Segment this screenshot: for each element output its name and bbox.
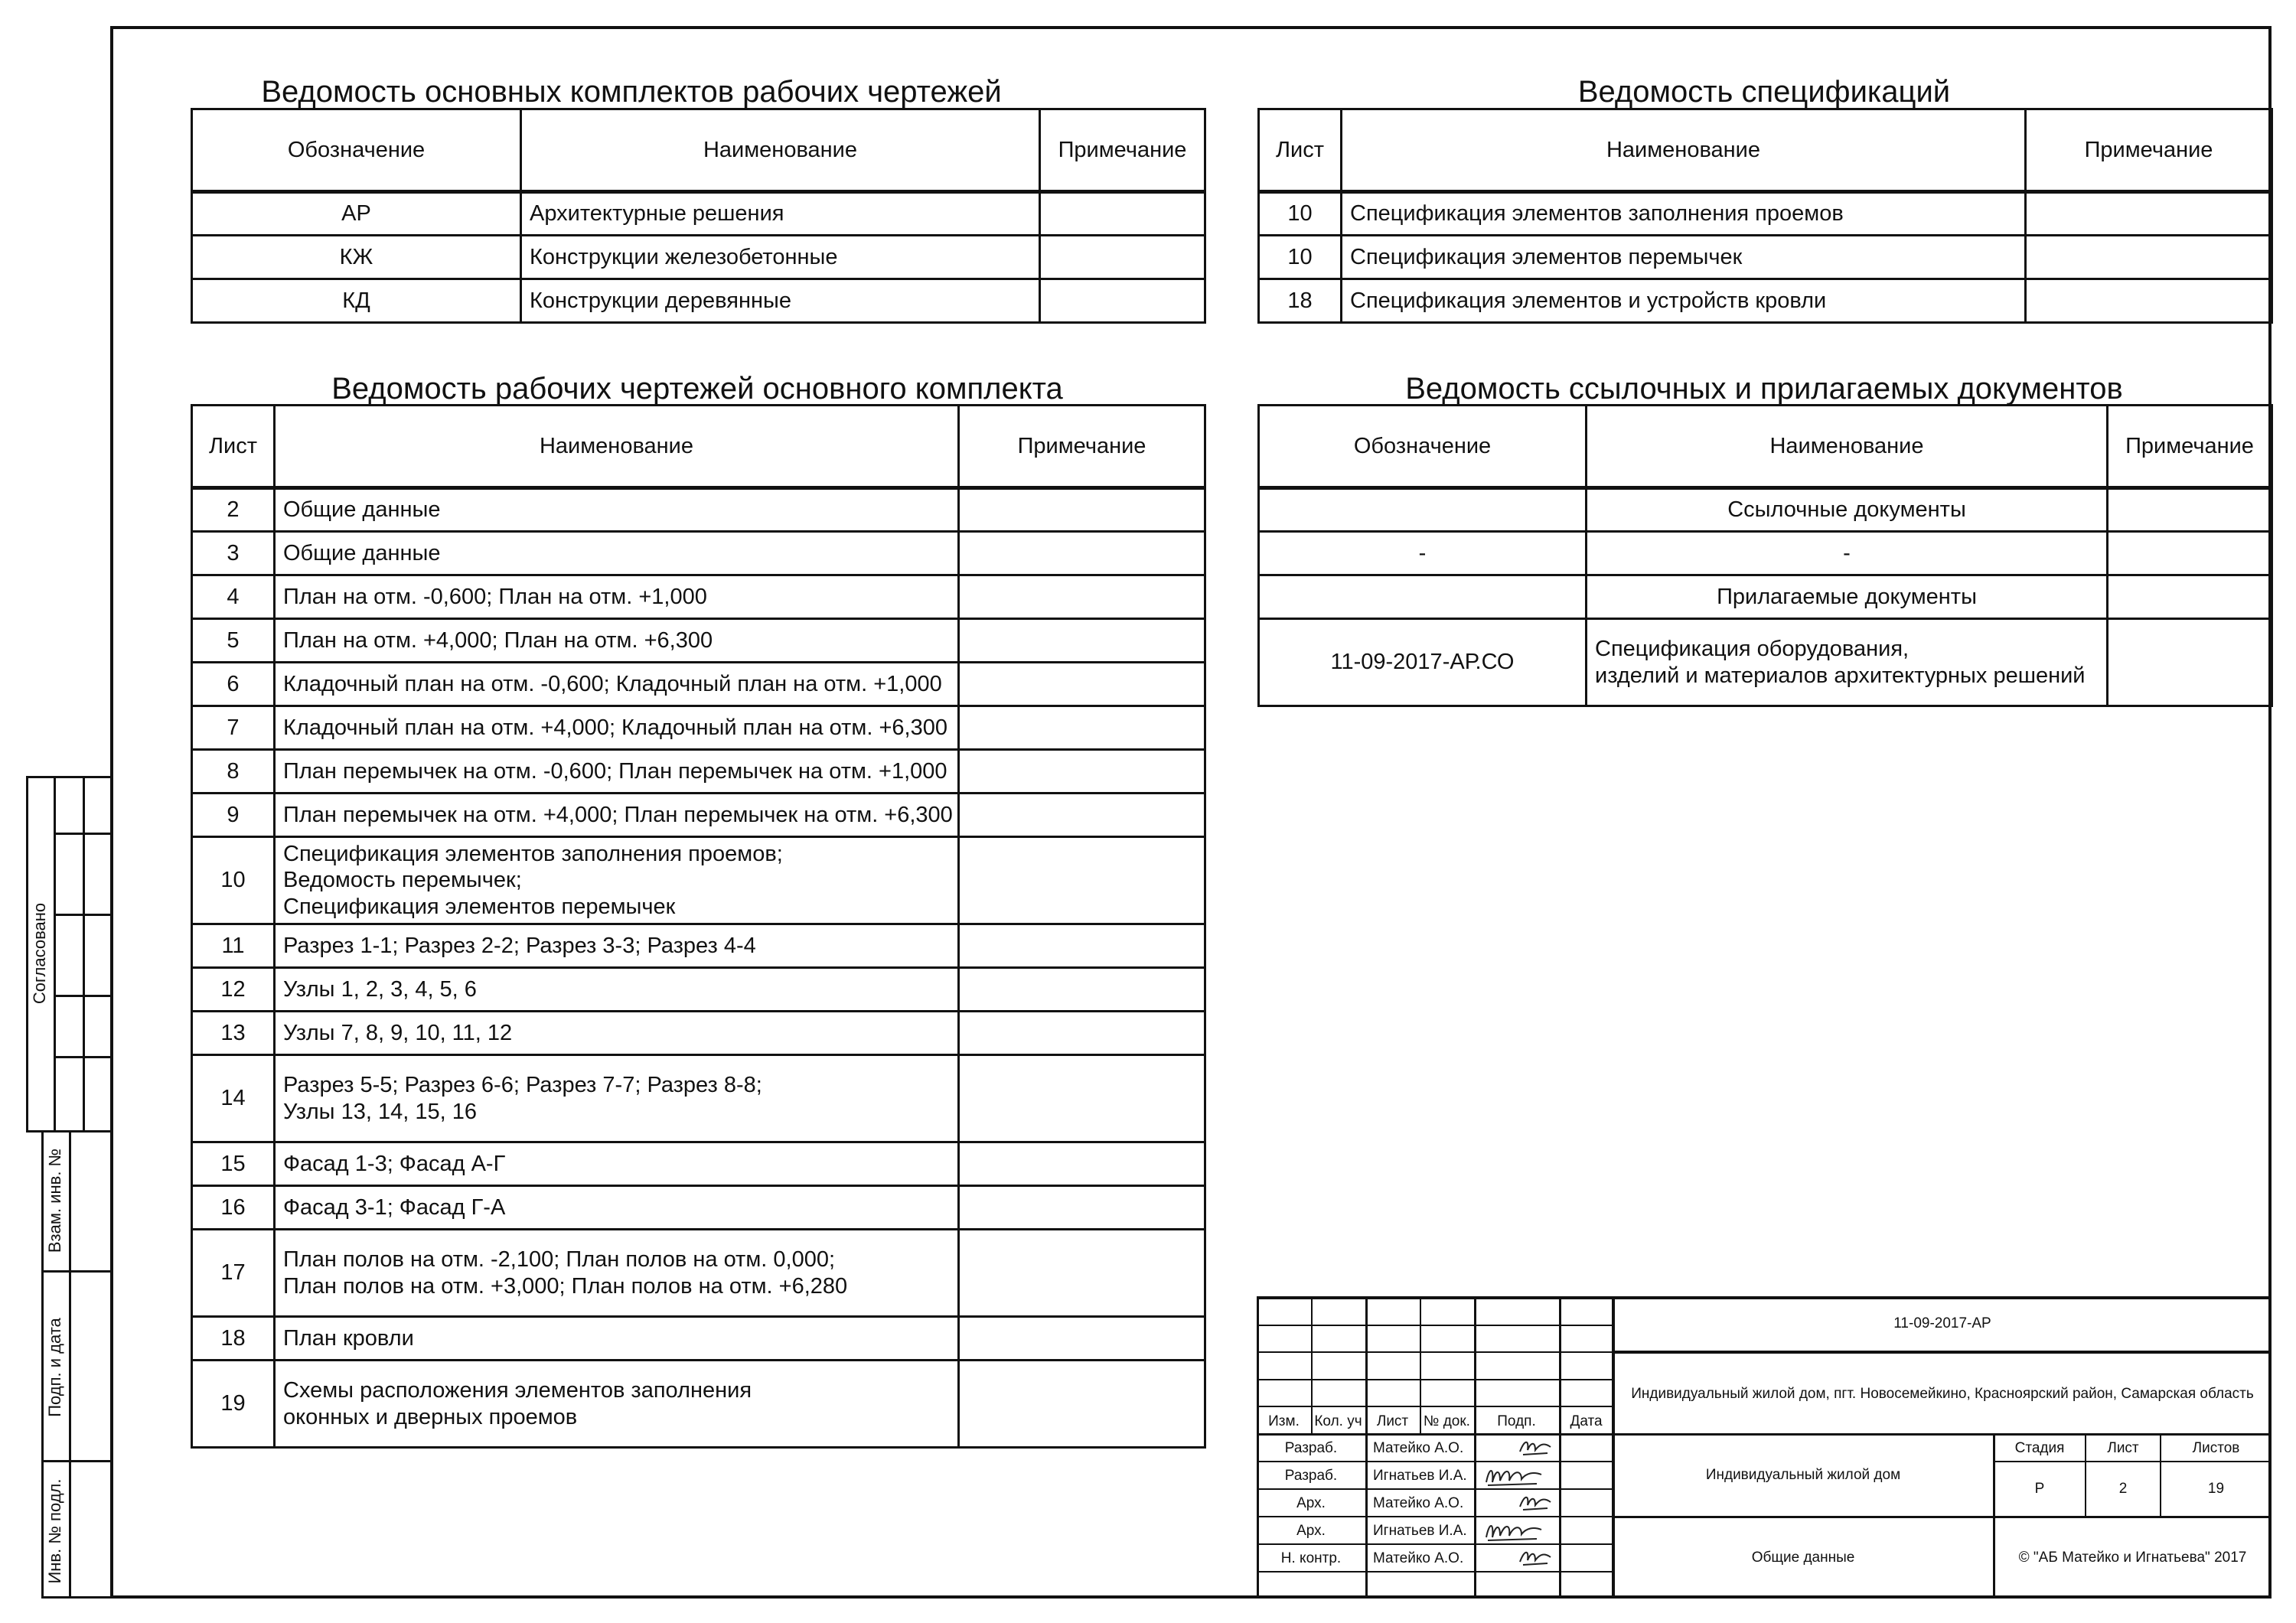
- ref-note: [2108, 619, 2272, 706]
- drawing-note: [959, 1142, 1205, 1186]
- drawing-name: Кладочный план на отм. +4,000; Кладочный план на отм. +6,300: [275, 706, 959, 750]
- column-header: Наименование: [1587, 406, 2108, 488]
- table-row: [192, 236, 1205, 279]
- table-row: [192, 794, 1205, 837]
- drawing-note: [959, 575, 1205, 619]
- table-row: [192, 837, 1205, 924]
- drawing-name: План перемычек на отм. +4,000; План перемычек на отм. +6,300: [275, 794, 959, 837]
- staff-role: Арх.: [1296, 1523, 1326, 1539]
- table-row: [192, 968, 1205, 1012]
- signature-icon: [1483, 1517, 1544, 1543]
- drawing-sheet: 6: [192, 663, 275, 706]
- staff-name: Игнатьев И.А.: [1373, 1468, 1467, 1484]
- set-name: Конструкции деревянные: [521, 279, 1040, 323]
- col-header-sign: Подп.: [1497, 1413, 1536, 1429]
- stamp-line: [69, 1130, 71, 1599]
- ref-note: [2108, 532, 2272, 575]
- table-row: [192, 1012, 1205, 1055]
- column-header: Наименование: [275, 406, 959, 488]
- main-sets-title: Ведомость основных комплектов рабочих чертежей: [261, 75, 1002, 109]
- drawing-name: Фасад 3-1; Фасад Г-А: [275, 1186, 959, 1230]
- stamp-line: [83, 776, 85, 1133]
- set-code: КЖ: [192, 236, 521, 279]
- spec-name: Спецификация элементов перемычек: [1342, 236, 2026, 279]
- drawing-sheet: 15: [192, 1142, 275, 1186]
- staff-role: Н. контр.: [1280, 1550, 1342, 1566]
- table-row: [1259, 279, 2272, 323]
- sign-date-label: Подп. и дата: [45, 1318, 64, 1417]
- drawing-note: [959, 837, 1205, 924]
- ref-code: 11-09-2017-АР.СО: [1259, 619, 1587, 706]
- specs-title: Ведомость спецификаций: [1577, 75, 1951, 109]
- drawing-note: [959, 924, 1205, 968]
- table-row: [192, 706, 1205, 750]
- set-name: Архитектурные решения: [521, 192, 1040, 236]
- specs-table: [1257, 108, 2273, 324]
- staff-role: Разраб.: [1284, 1468, 1338, 1484]
- set-note: [1040, 192, 1205, 236]
- project-name: Индивидуальный жилой дом, пгт. Новосемейкино, Красноярский район, Самарская область: [1631, 1386, 2254, 1402]
- column-header: Примечание: [959, 406, 1205, 488]
- drawing-sheet: 11: [192, 924, 275, 968]
- drawing-sheet: 8: [192, 750, 275, 794]
- table-row: [1259, 619, 2272, 706]
- spec-name: Спецификация элементов и устройств кровли: [1342, 279, 2026, 323]
- drawing-sheet: 17: [192, 1230, 275, 1317]
- drawing-note: [959, 1361, 1205, 1448]
- drawing-sheet: 10: [192, 837, 275, 924]
- signature-icon: [1483, 1462, 1544, 1488]
- column-header: Обозначение: [192, 109, 521, 192]
- col-header-doc: № док.: [1424, 1413, 1470, 1429]
- inv-orig-label: Инв. № подл.: [45, 1478, 64, 1584]
- stage-value: Р: [2034, 1481, 2045, 1497]
- title-block: [1257, 1296, 2272, 1599]
- drawing-sheet: 3: [192, 532, 275, 575]
- ref-note: [2108, 575, 2272, 619]
- table-row: [192, 924, 1205, 968]
- doc-code: 11-09-2017-АР: [1893, 1315, 1991, 1331]
- drawing-name: Фасад 1-3; Фасад А-Г: [275, 1142, 959, 1186]
- refs-table: [1257, 404, 2273, 707]
- spec-name: Спецификация элементов заполнения проемов: [1342, 192, 2026, 236]
- column-header: Обозначение: [1259, 406, 1587, 488]
- column-header: Примечание: [1040, 109, 1205, 192]
- drawing-name: Спецификация элементов заполнения проемов; Ведомость перемычек; Спецификация элементов перемычек: [275, 837, 959, 924]
- table-row: [192, 1230, 1205, 1317]
- drawing-sheet: 14: [192, 1055, 275, 1142]
- column-header: Лист: [1259, 109, 1342, 192]
- set-note: [1040, 279, 1205, 323]
- table-row: [192, 575, 1205, 619]
- company-name: © "АБ Матейко и Игнатьева" 2017: [2018, 1550, 2247, 1566]
- signature-icon: [1517, 1491, 1555, 1514]
- drawing-name: Узлы 1, 2, 3, 4, 5, 6: [275, 968, 959, 1012]
- table-row: [192, 192, 1205, 236]
- table-row: [1259, 192, 2272, 236]
- stamp-line: [54, 1056, 113, 1058]
- table-row: [192, 532, 1205, 575]
- drawing-note: [959, 1317, 1205, 1361]
- stage-label: Стадия: [2014, 1440, 2065, 1456]
- drawing-sheet: 4: [192, 575, 275, 619]
- sheet-value: 2: [2118, 1481, 2128, 1497]
- drawing-note: [959, 619, 1205, 663]
- column-header: Наименование: [521, 109, 1040, 192]
- table-row: [192, 279, 1205, 323]
- drawing-name: Общие данные: [275, 488, 959, 532]
- sheet-label: Лист: [2107, 1440, 2139, 1456]
- set-code: КД: [192, 279, 521, 323]
- drawing-note: [959, 706, 1205, 750]
- staff-name: Матейко А.О.: [1373, 1440, 1464, 1456]
- column-header: Наименование: [1342, 109, 2026, 192]
- ref-name: -: [1587, 532, 2108, 575]
- sheets-label: Листов: [2192, 1440, 2240, 1456]
- spec-sheet: 18: [1259, 279, 1342, 323]
- drawing-name: Узлы 7, 8, 9, 10, 11, 12: [275, 1012, 959, 1055]
- table-row: [192, 1317, 1205, 1361]
- table-row: [192, 1142, 1205, 1186]
- drawing-note: [959, 488, 1205, 532]
- table-row: [192, 663, 1205, 706]
- stamp-line: [54, 995, 113, 997]
- spec-sheet: 10: [1259, 192, 1342, 236]
- stamp-line: [54, 833, 113, 835]
- ref-code: -: [1259, 532, 1587, 575]
- column-header: Лист: [192, 406, 275, 488]
- ref-name: Ссылочные документы: [1587, 488, 2108, 532]
- column-header: Примечание: [2108, 406, 2272, 488]
- drawing-name: Кладочный план на отм. -0,600; Кладочный план на отм. +1,000: [275, 663, 959, 706]
- ref-name: Спецификация оборудования, изделий и материалов архитектурных решений: [1587, 619, 2108, 706]
- ref-name: Прилагаемые документы: [1587, 575, 2108, 619]
- col-header-list: Лист: [1376, 1413, 1409, 1429]
- sheet-title: Общие данные: [1751, 1550, 1855, 1566]
- drawing-sheet: 9: [192, 794, 275, 837]
- drawing-sheet: 5: [192, 619, 275, 663]
- ref-note: [2108, 488, 2272, 532]
- drawing-name: Разрез 5-5; Разрез 6-6; Разрез 7-7; Разрез 8-8; Узлы 13, 14, 15, 16: [275, 1055, 959, 1142]
- staff-name: Игнатьев И.А.: [1373, 1523, 1467, 1539]
- drawing-name: Общие данные: [275, 532, 959, 575]
- drawing-sheet: 16: [192, 1186, 275, 1230]
- drawing-name: План на отм. +4,000; План на отм. +6,300: [275, 619, 959, 663]
- table-row: [192, 1361, 1205, 1448]
- drawing-name: План на отм. -0,600; План на отм. +1,000: [275, 575, 959, 619]
- spec-sheet: 10: [1259, 236, 1342, 279]
- table-row: [192, 1055, 1205, 1142]
- refs-title: Ведомость ссылочных и прилагаемых документов: [1405, 372, 2123, 406]
- drawing-name: План полов на отм. -2,100; План полов на отм. 0,000; План полов на отм. +3,000; План полов на отм. +6,280: [275, 1230, 959, 1317]
- col-header-izm: Изм.: [1268, 1413, 1300, 1429]
- main-sets-table: [191, 108, 1206, 324]
- drawing-note: [959, 663, 1205, 706]
- drawing-sheet: 12: [192, 968, 275, 1012]
- staff-name: Матейко А.О.: [1373, 1495, 1464, 1511]
- drawing-note: [959, 794, 1205, 837]
- drawing-name: План кровли: [275, 1317, 959, 1361]
- signature-icon: [1517, 1436, 1555, 1459]
- ref-code: [1259, 575, 1587, 619]
- column-header: Примечание: [2026, 109, 2272, 192]
- drawing-note: [959, 1230, 1205, 1317]
- object-name: Индивидуальный жилой дом: [1705, 1467, 1901, 1483]
- table-row: [192, 488, 1205, 532]
- stamp-line: [54, 914, 113, 916]
- set-name: Конструкции железобетонные: [521, 236, 1040, 279]
- table-row: [192, 619, 1205, 663]
- sheets-value: 19: [2207, 1481, 2225, 1497]
- table-row: [1259, 575, 2272, 619]
- table-row: [1259, 532, 2272, 575]
- table-row: [192, 1186, 1205, 1230]
- drawing-note: [959, 1012, 1205, 1055]
- drawing-note: [959, 1055, 1205, 1142]
- drawing-note: [959, 1186, 1205, 1230]
- drawings-title: Ведомость рабочих чертежей основного комплекта: [331, 372, 1063, 406]
- drawing-sheet: 18: [192, 1317, 275, 1361]
- signature-icon: [1517, 1546, 1555, 1569]
- table-row: [1259, 488, 2272, 532]
- drawing-note: [959, 968, 1205, 1012]
- col-header-date: Дата: [1570, 1413, 1603, 1429]
- col-header-kol: Кол. уч: [1314, 1413, 1362, 1429]
- drawing-name: План перемычек на отм. -0,600; План перемычек на отм. +1,000: [275, 750, 959, 794]
- spec-note: [2026, 279, 2272, 323]
- drawing-sheet: 19: [192, 1361, 275, 1448]
- set-note: [1040, 236, 1205, 279]
- spec-note: [2026, 192, 2272, 236]
- staff-name: Матейко А.О.: [1373, 1550, 1464, 1566]
- stamp-line: [54, 776, 56, 1133]
- agreed-label: Согласовано: [30, 902, 49, 1005]
- replace-inv-label: Взам. инв. №: [45, 1148, 64, 1253]
- drawing-sheet: 13: [192, 1012, 275, 1055]
- drawing-sheet: 2: [192, 488, 275, 532]
- drawing-sheet: 7: [192, 706, 275, 750]
- staff-role: Разраб.: [1284, 1440, 1338, 1456]
- staff-role: Арх.: [1296, 1495, 1326, 1511]
- drawings-table: [191, 404, 1206, 1449]
- drawing-name: Схемы расположения элементов заполнения оконных и дверных проемов: [275, 1361, 959, 1448]
- drawing-note: [959, 532, 1205, 575]
- set-code: АР: [192, 192, 521, 236]
- table-row: [192, 750, 1205, 794]
- drawing-note: [959, 750, 1205, 794]
- ref-code: [1259, 488, 1587, 532]
- drawing-name: Разрез 1-1; Разрез 2-2; Разрез 3-3; Разрез 4-4: [275, 924, 959, 968]
- spec-note: [2026, 236, 2272, 279]
- table-row: [1259, 236, 2272, 279]
